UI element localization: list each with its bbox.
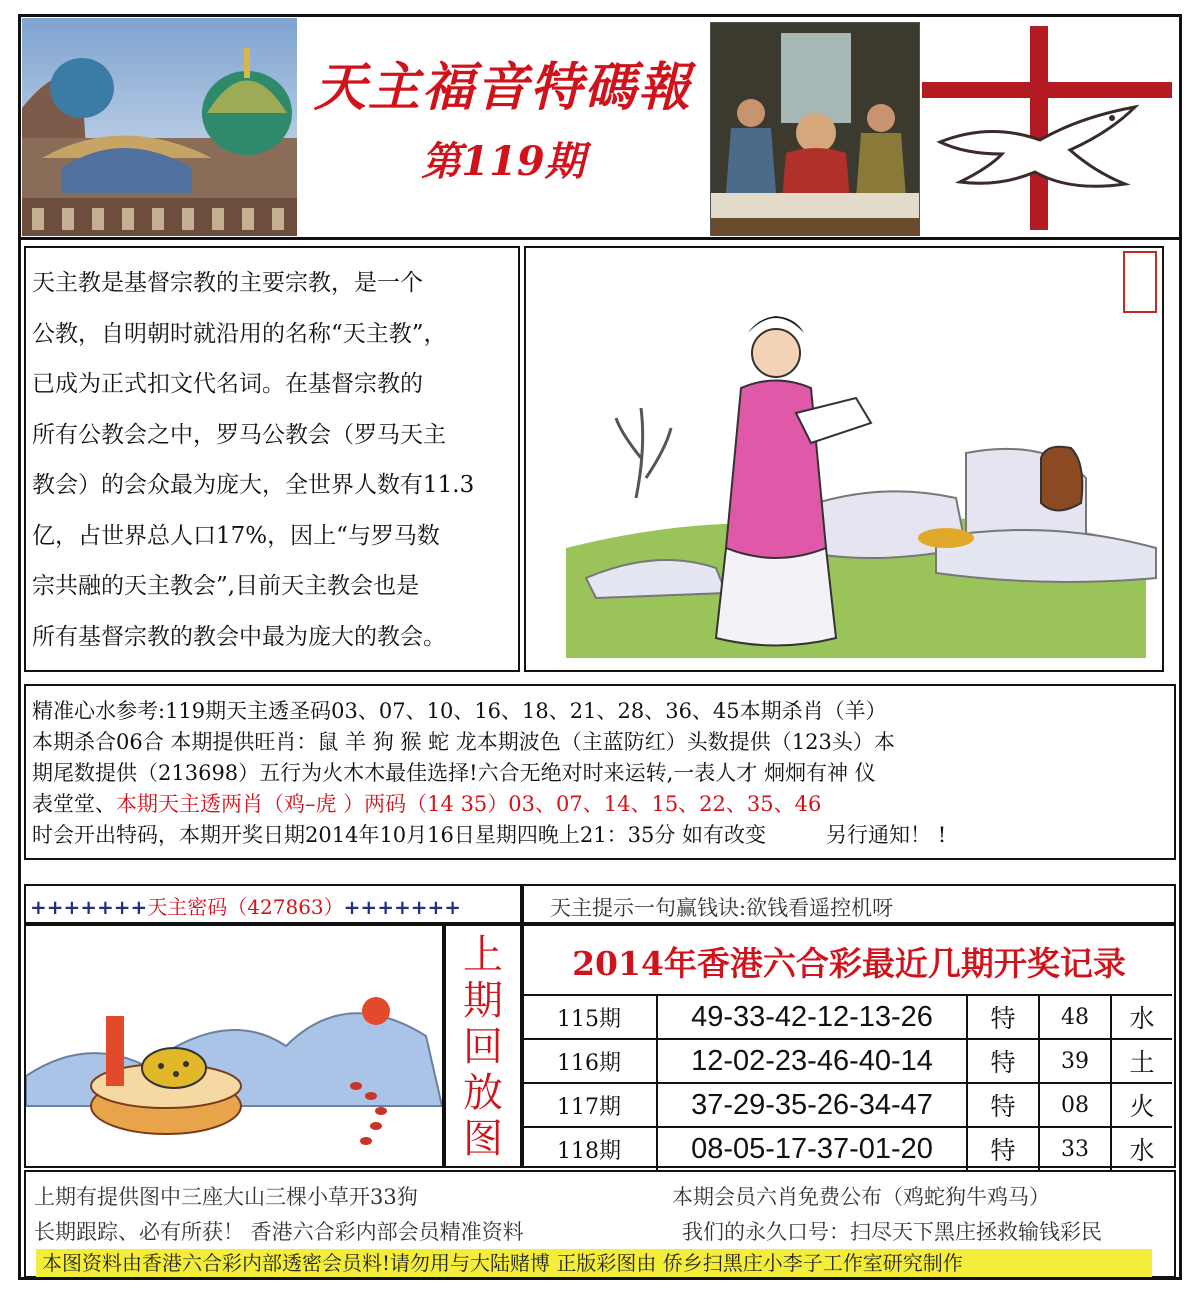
results-row: [522, 994, 1176, 1038]
footer-left-2: 长期跟踪、必有所获！ 香港六合彩内部会员精准资料: [34, 1220, 524, 1244]
plus-right: +++++++: [343, 895, 461, 919]
tips-box: [24, 684, 1176, 860]
results-cell-te: 特: [966, 1126, 1038, 1170]
footer-banner: 本图资料由香港六合彩内部透密会员料!请勿用与大陆赌博 正版彩图由 侨乡扫黑庄小李子工作室研究制作: [36, 1249, 1152, 1277]
results-cell-te: 特: [966, 994, 1038, 1038]
tips-line: [32, 789, 946, 820]
page-title: 天主福音特碼報: [313, 57, 692, 118]
results-cell-special: 08: [1038, 1082, 1110, 1126]
plus-left: +++++++: [30, 895, 148, 919]
secret-code-label: 天主密码（427863）: [147, 895, 344, 919]
tips-line-black: 表堂堂、: [32, 792, 116, 816]
lady-illustration: [526, 248, 1162, 670]
tips-line-red: 本期天主透两肖（鸡–虎 ）两码（14 35）03、07、14、15、22、35、46: [116, 792, 822, 816]
intro-line: 所有公教会之中，罗马公教会（罗马天主: [32, 421, 446, 448]
review-char: 回: [463, 1024, 503, 1070]
results-cell-special: 33: [1038, 1126, 1110, 1170]
results-cell-special: 48: [1038, 994, 1110, 1038]
results-cell-te: 特: [966, 1038, 1038, 1082]
intro-text: [32, 258, 474, 662]
results-title: 2014年香港六合彩最近几期开奖记录: [572, 944, 1126, 983]
secret-code: [30, 891, 461, 920]
review-char: 图: [463, 1116, 503, 1162]
results-cell-issue: 117期: [522, 1082, 656, 1126]
cathedral-image: [22, 18, 297, 236]
results-cell-numbers: 08-05-17-37-01-20: [656, 1126, 966, 1170]
results-cell-element: 水: [1110, 1126, 1172, 1170]
results-cell-issue: 118期: [522, 1126, 656, 1170]
results-cell-issue: 116期: [522, 1038, 656, 1082]
hint-box: [522, 884, 1176, 924]
results-cell-numbers: 49-33-42-12-13-26: [656, 994, 966, 1038]
results-row: [522, 1126, 1176, 1170]
tips-line: 期尾数提供（213698）五行为火木木最佳选择!六合无绝对时来运转,一表人才 炯炯有神 仪: [32, 761, 876, 785]
results-row: [522, 1038, 1176, 1082]
review-label: [446, 932, 520, 1162]
results-cell-te: 特: [966, 1082, 1038, 1126]
last-supper-image: [710, 22, 920, 236]
intro-line: 天主教是基督宗教的主要宗教，是一个: [32, 270, 423, 296]
intro-line: 教会）的会众最为庞大，全世界人数有11.3: [32, 472, 475, 498]
tips-line: [32, 820, 946, 851]
tips-text: [32, 696, 946, 851]
issue-number: 第119期: [421, 138, 585, 185]
results-cell-numbers: 37-29-35-26-34-47: [656, 1082, 966, 1126]
tips-line: 精准心水参考:119期天主透圣码03、07、10、16、18、21、28、36、45本期杀肖（羊）: [32, 699, 887, 723]
footer-box: [24, 1170, 1176, 1278]
results-cell-numbers: 12-02-23-46-40-14: [656, 1038, 966, 1082]
cross-dove-image: [920, 22, 1176, 234]
intro-line: 所有基督宗教的教会中最为庞大的教会。: [32, 623, 446, 650]
secret-code-box: [24, 884, 522, 924]
tips-line-date: 时会开出特码，本期开奖日期2014年10月16日星期四晚上21：35分 如有改变: [32, 823, 767, 847]
footer-right-1: 本期会员六肖免费公布（鸡蛇狗牛鸡马）: [672, 1185, 1050, 1209]
frog-illustration: [26, 926, 442, 1166]
tips-line: 本期杀合06合 本期提供旺肖：鼠 羊 狗 猴 蛇 龙本期波色（主蓝防红）头数提供（123头）本: [32, 730, 895, 754]
results-cell-special: 39: [1038, 1038, 1110, 1082]
intro-line: 已成为正式扣文代名词。在基督宗教的: [32, 371, 423, 397]
intro-line: 亿，占世界总人口17%，因上“与罗马数: [32, 522, 440, 549]
results-cell-element: 水: [1110, 994, 1172, 1038]
results-cell-issue: 115期: [522, 994, 656, 1038]
footer-right-2: 我们的永久口号：扫尽天下黑庄拯救输钱彩民: [682, 1220, 1102, 1244]
results-row: [522, 1082, 1176, 1126]
hint-text: 天主提示一句赢钱诀:欲钱看遥控机呀: [550, 896, 894, 920]
intro-box: [24, 246, 520, 672]
frog-box: [24, 924, 444, 1168]
illustration-box: [524, 246, 1164, 672]
tips-line-notice: 另行通知！ !: [826, 823, 947, 847]
review-label-box: [444, 924, 522, 1168]
review-char: 期: [463, 978, 503, 1024]
footer-left-1: 上期有提供图中三座大山三棵小草开33狗: [34, 1185, 418, 1209]
intro-line: 宗共融的天主教会”,目前天主教会也是: [32, 573, 420, 599]
review-char: 上: [463, 932, 503, 978]
results-cell-element: 土: [1110, 1038, 1172, 1082]
results-cell-element: 火: [1110, 1082, 1172, 1126]
intro-line: 公教，自明朝时就沿用的名称“天主教”，: [32, 320, 447, 347]
review-char: 放: [463, 1070, 503, 1116]
